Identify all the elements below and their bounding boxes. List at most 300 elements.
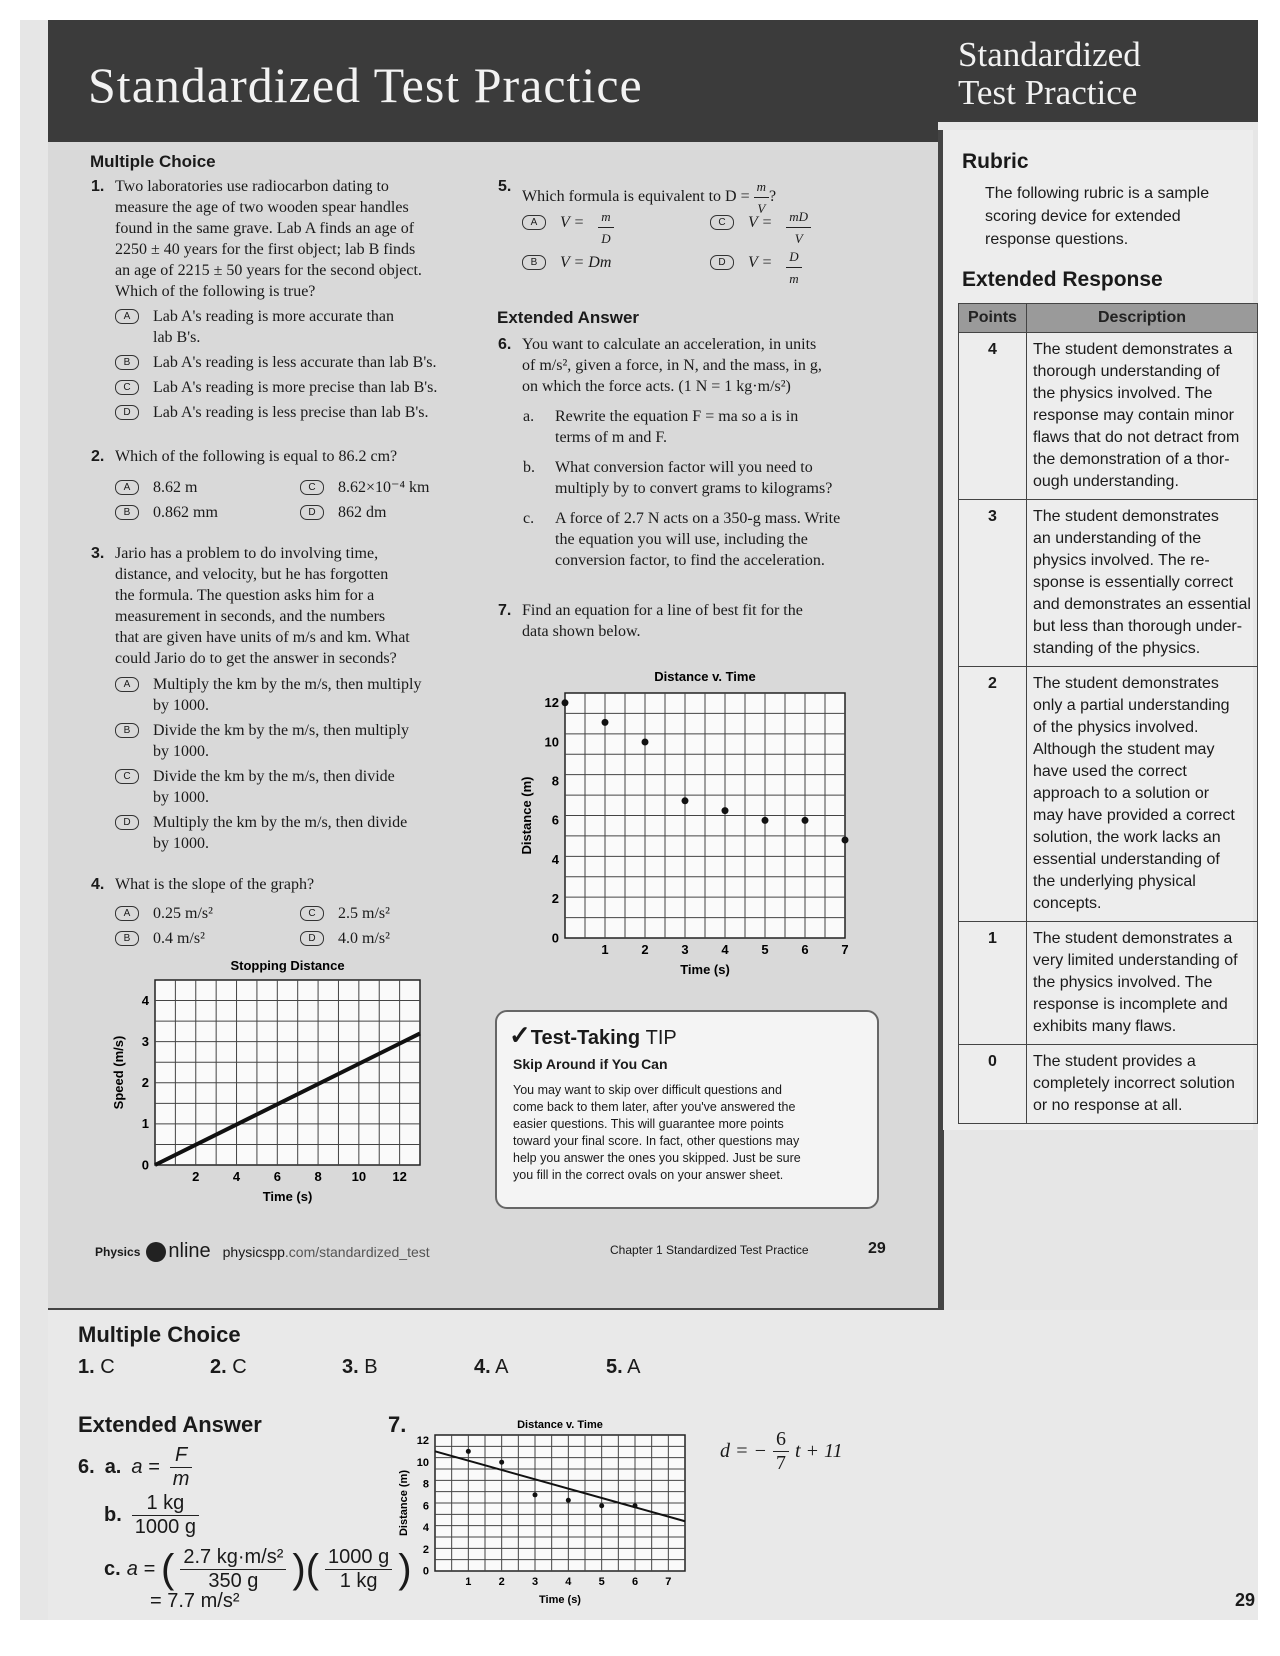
points-cell: 3 (959, 500, 1027, 667)
fraction-numerator: 2.7 kg·m/s² (180, 1546, 286, 1570)
option-text: Lab A's reading is less precise than lab B's. (153, 404, 429, 421)
fraction-denominator: m (789, 271, 799, 286)
option-text: V = (748, 214, 773, 231)
answer-bubble[interactable]: B (115, 355, 139, 370)
option-text: by 1000. (153, 697, 209, 714)
description-line: an understanding of the (1033, 530, 1202, 547)
question-text: could Jario do to get the answer in seconds? (115, 650, 397, 667)
answer-bubble[interactable]: D (710, 255, 734, 270)
question-number: 1. (91, 178, 105, 195)
description-line: The student demonstrates (1033, 508, 1219, 525)
answer-option[interactable] (300, 928, 390, 949)
y-tick-label: 12 (416, 1435, 429, 1448)
x-axis-label: Time (s) (680, 962, 730, 977)
rubric-intro-line: response questions. (985, 231, 1129, 248)
answer-option[interactable] (115, 812, 407, 854)
description-line: response is incomplete and (1033, 996, 1228, 1013)
y-tick-label: 2 (141, 1075, 149, 1091)
question-7 (498, 600, 902, 642)
part-text: terms of m and F. (555, 429, 668, 446)
answer-option[interactable] (115, 720, 409, 762)
question-text: Find an equation for a line of best fit for the (522, 602, 803, 619)
question-text: Which of the following is equal to 86.2 cm? (115, 448, 398, 465)
fraction-denominator: m (172, 1468, 190, 1490)
answer-6a (78, 1444, 192, 1491)
part-text: Rewrite the equation F = ma so a is in (555, 408, 799, 425)
description-line: standing of the physics. (1033, 640, 1201, 657)
description-line: Although the student may (1033, 741, 1215, 758)
data-point (566, 1498, 571, 1503)
answer-option[interactable] (300, 903, 390, 924)
y-tick-label: 8 (551, 773, 559, 789)
description-line: only a partial understanding (1033, 697, 1230, 714)
question-text: Which of the following is true? (115, 283, 316, 300)
answer-value: C (232, 1356, 247, 1378)
answer-bubble[interactable]: C (300, 906, 324, 921)
question-4 (91, 874, 485, 895)
data-point (722, 807, 729, 814)
description-line: ough understanding. (1033, 473, 1179, 490)
y-tick-label: 6 (551, 812, 559, 828)
question-text: What is the slope of the graph? (115, 876, 315, 893)
x-tick-label: 5 (598, 1576, 605, 1588)
answer-bubble[interactable]: B (115, 505, 139, 520)
answer-bubble[interactable]: A (115, 677, 139, 692)
tip-line: help you answer the ones you skipped. Just be sure (513, 1151, 801, 1165)
checkmark-icon: ✓ (509, 1020, 531, 1050)
chart-title: Stopping Distance (230, 958, 345, 973)
side-title-line: Standardized (958, 35, 1141, 74)
answer-number: 4. (474, 1356, 491, 1378)
question-text: on which the force acts. (1 N = 1 kg·m/s²) (522, 378, 791, 395)
fraction-numerator: 1000 g (325, 1546, 392, 1570)
option-text: 862 dm (338, 504, 387, 521)
answer-bubble[interactable]: C (300, 480, 324, 495)
description-line: approach to a solution or (1033, 785, 1210, 802)
description-line: thorough understanding of (1033, 363, 1220, 380)
x-tick-label: 4 (232, 1169, 241, 1184)
answer-bubble[interactable]: B (115, 723, 139, 738)
answer-option[interactable] (115, 377, 437, 398)
x-tick-label: 2 (498, 1576, 505, 1588)
answer-value: B (364, 1356, 378, 1378)
table-row (959, 922, 1258, 1045)
y-tick-label: 6 (422, 1500, 429, 1513)
side-title-line: Test Practice (958, 73, 1138, 112)
y-tick-label: 2 (551, 891, 559, 907)
stopping-distance-chart (110, 955, 440, 1215)
question-2 (91, 446, 485, 467)
y-axis-label: Speed (m/s) (111, 1035, 126, 1110)
answer-bubble[interactable]: B (522, 255, 546, 270)
option-text: lab B's. (153, 329, 201, 346)
y-tick-label: 3 (141, 1034, 149, 1049)
column-header-points: Points (959, 304, 1027, 333)
answer-item (474, 1356, 508, 1379)
description-line: solution, the work lacks an (1033, 829, 1221, 846)
tip-subtitle: Skip Around if You Can (513, 1056, 668, 1072)
x-tick-label: 6 (801, 942, 809, 957)
fraction-denominator: 350 g (208, 1570, 259, 1592)
answer-ea-heading: Extended Answer (78, 1412, 262, 1437)
tip-line: you fill in the correct ovals on your answer sheet. (513, 1168, 784, 1182)
y-tick-label: 8 (422, 1478, 429, 1491)
tip-title-main: Test-Taking (530, 1027, 641, 1049)
question-6b (523, 457, 895, 499)
description-line: exhibits many flaws. (1033, 1018, 1177, 1035)
fraction-denominator: 7 (776, 1452, 786, 1474)
question-text: the formula. The question asks him for a (115, 587, 375, 604)
x-tick-label: 4 (721, 942, 729, 957)
question-1 (91, 176, 485, 302)
page-number: 29 (868, 1240, 886, 1257)
rubric-intro-line: The following rubric is a sample (985, 185, 1210, 202)
question-text: 2250 ± 40 years for the first object; lab B finds (115, 241, 416, 258)
answer-option[interactable] (115, 306, 394, 348)
option-text: V = (560, 214, 585, 231)
description-cell (1027, 1045, 1258, 1124)
answer-distance-time-chart (395, 1412, 705, 1607)
description-line: the demonstration of a thor- (1033, 451, 1230, 468)
tip-line: toward your final score. In fact, other questions may (513, 1134, 800, 1148)
option-text: Divide the km by the m/s, then multiply (153, 722, 409, 739)
description-line: of the physics involved. (1033, 719, 1199, 736)
question-6a (523, 406, 895, 448)
answer-option[interactable] (115, 928, 205, 949)
part-letter: a. (523, 408, 535, 425)
description-line: The student demonstrates (1033, 675, 1219, 692)
answer-option[interactable] (710, 209, 811, 249)
description-cell (1027, 922, 1258, 1045)
description-cell (1027, 333, 1258, 500)
option-text: 0.25 m/s² (153, 905, 213, 922)
table-row (959, 333, 1258, 500)
option-text: Lab A's reading is more accurate than (153, 308, 395, 325)
url-part: physicspp (222, 1243, 285, 1260)
y-tick-label: 0 (422, 1565, 429, 1578)
answer-value: A (627, 1356, 641, 1378)
x-tick-label: 10 (351, 1169, 367, 1184)
fraction-numerator: D (786, 246, 801, 268)
answer-bubble[interactable]: C (115, 769, 139, 784)
description-line: essential understanding of (1033, 851, 1220, 868)
question-text: Which formula is equivalent to D = (522, 188, 750, 206)
answer-item (606, 1356, 640, 1379)
equation-lhs: d = − (720, 1440, 767, 1462)
option-text: 4.0 m/s² (338, 930, 390, 947)
x-axis-label: Time (s) (539, 1594, 581, 1606)
answer-option[interactable] (115, 766, 395, 808)
answer-item (78, 1356, 115, 1379)
points-cell: 0 (959, 1045, 1027, 1124)
answer-option[interactable] (115, 674, 421, 716)
x-tick-label: 1 (465, 1576, 472, 1588)
points-cell: 4 (959, 333, 1027, 500)
logo-text: nline (168, 1240, 211, 1262)
answer-option[interactable] (300, 502, 386, 523)
y-tick-label: 1 (141, 1116, 149, 1132)
option-text: Multiply the km by the m/s, then multiply (153, 676, 422, 693)
answer-bubble[interactable]: C (710, 215, 734, 230)
table-row (959, 500, 1258, 667)
answer-6c (104, 1546, 412, 1593)
fraction-denominator: V (757, 201, 766, 216)
distance-time-chart (515, 660, 875, 995)
x-tick-label: 6 (631, 1576, 639, 1588)
answer-option[interactable] (522, 209, 614, 249)
fraction-numerator: m (598, 206, 613, 228)
table-row (959, 1045, 1258, 1124)
question-number: 5. (498, 178, 512, 195)
answer-number: 3. (342, 1356, 359, 1378)
close-paren: ) (398, 1547, 412, 1591)
answer-number: 6. (78, 1456, 95, 1478)
answer-number: 7. (388, 1412, 407, 1437)
option-text: Multiply the km by the m/s, then divide (153, 814, 408, 831)
part-letter: a. (104, 1456, 122, 1478)
rubric-intro (985, 182, 1209, 251)
data-point (599, 1503, 604, 1508)
chart-title: Distance v. Time (654, 669, 756, 684)
side-title (958, 36, 1198, 112)
option-text: 2.5 m/s² (338, 905, 390, 922)
description-line: very limited understanding of (1033, 952, 1238, 969)
answer-bubble[interactable]: A (115, 906, 139, 921)
x-tick-label: 6 (273, 1169, 281, 1184)
fraction-denominator: V (794, 231, 803, 246)
data-point (682, 797, 689, 804)
tip-title-tip: TIP (645, 1027, 677, 1049)
rubric-heading: Rubric (962, 150, 1029, 173)
x-tick-label: 4 (565, 1576, 572, 1588)
chart-title: Distance v. Time (517, 1419, 603, 1431)
fraction-numerator: m (754, 176, 769, 198)
x-tick-label: 7 (841, 942, 849, 957)
x-tick-label: 8 (314, 1169, 322, 1184)
x-tick-label: 2 (641, 942, 649, 957)
answer-number: 5. (606, 1356, 623, 1378)
answer-bubble[interactable]: A (522, 215, 546, 230)
data-point (842, 837, 849, 844)
question-text: that are given have units of m/s and km. What (115, 629, 410, 646)
fraction-denominator: 1 kg (339, 1570, 378, 1592)
part-letter: b. (523, 459, 535, 476)
question-text: of m/s², given a force, in N, and the mass, in g, (522, 357, 822, 374)
option-text: by 1000. (153, 789, 209, 806)
answer-option[interactable] (115, 402, 428, 423)
globe-icon (146, 1242, 166, 1262)
plot-area (155, 980, 420, 1165)
page-title: Standardized Test Practice (88, 57, 643, 113)
tip-body (513, 1082, 801, 1184)
part-letter: b. (104, 1504, 122, 1526)
y-tick-label: 10 (544, 734, 559, 750)
answer-option[interactable] (115, 352, 436, 373)
question-text: found in the same grave. Lab A finds an age of (115, 220, 415, 237)
answer-bubble[interactable]: B (115, 931, 139, 946)
footer-logo (95, 1240, 430, 1263)
answer-option[interactable] (115, 477, 197, 498)
answer-bubble[interactable]: C (115, 380, 139, 395)
y-tick-label: 4 (422, 1522, 429, 1535)
close-paren: )( (292, 1547, 320, 1591)
question-text: Jario has a problem to do involving time, (115, 545, 379, 562)
extended-response-heading: Extended Response (962, 268, 1163, 291)
footer-url[interactable] (223, 1244, 430, 1260)
question-number: 4. (91, 876, 105, 893)
tip-line: easier questions. This will guarantee more points (513, 1117, 784, 1131)
description-line: response may contain minor (1033, 407, 1234, 424)
description-line: concepts. (1033, 895, 1102, 912)
question-6c (523, 508, 900, 571)
option-text: by 1000. (153, 835, 209, 852)
option-text: 8.62×10⁻⁴ km (338, 479, 430, 496)
chapter-label: Chapter 1 Standardized Test Practice (610, 1243, 809, 1257)
equation-rhs: t + 11 (795, 1440, 843, 1462)
y-tick-label: 12 (544, 695, 559, 711)
question-text: distance, and velocity, but he has forgotten (115, 566, 389, 583)
y-tick-label: 2 (422, 1543, 429, 1556)
option-text: 8.62 m (153, 479, 198, 496)
part-text: What conversion factor will you need to (555, 459, 813, 476)
part-text: A force of 2.7 N acts on a 350-g mass. Write (555, 510, 841, 527)
question-number: 2. (91, 448, 105, 465)
answer-option[interactable] (710, 249, 802, 289)
y-tick-label: 4 (551, 851, 559, 867)
description-line: completely incorrect solution (1033, 1075, 1235, 1092)
question-text: You want to calculate an acceleration, in units (522, 336, 817, 353)
answer-option[interactable] (522, 252, 611, 273)
y-tick-label: 4 (141, 992, 149, 1008)
description-line: The student provides a (1033, 1053, 1196, 1070)
equation-lhs: a = (131, 1456, 160, 1478)
answer-option[interactable] (300, 477, 430, 498)
answer-value: A (495, 1356, 509, 1378)
logo-text: Physics (95, 1244, 141, 1259)
y-axis-label: Distance (m) (519, 776, 534, 855)
data-point (562, 699, 569, 706)
description-line: the underlying physical (1033, 873, 1196, 890)
x-tick-label: 3 (531, 1576, 539, 1588)
column-header-description: Description (1027, 304, 1258, 333)
answer-bubble[interactable]: D (115, 815, 139, 830)
points-cell: 2 (959, 667, 1027, 922)
tip-line: come back to them later, after you've answered the (513, 1100, 796, 1114)
fraction-numerator: mD (786, 206, 811, 228)
answer-option[interactable] (115, 903, 213, 924)
data-point (499, 1460, 504, 1465)
y-axis-label: Distance (m) (398, 1469, 410, 1537)
description-line: have used the correct (1033, 763, 1187, 780)
rubric-intro-line: scoring device for extended (985, 208, 1181, 225)
answer-bubble[interactable]: A (115, 480, 139, 495)
multiple-choice-heading: Multiple Choice (90, 152, 216, 171)
part-text: multiply by to convert grams to kilograms? (555, 480, 833, 497)
description-line: sponse is essentially correct (1033, 574, 1234, 591)
fraction-denominator: D (601, 231, 611, 246)
description-cell (1027, 500, 1258, 667)
question-3 (91, 543, 485, 669)
answer-bubble[interactable]: D (300, 931, 324, 946)
fraction-denominator: 1000 g (134, 1516, 196, 1538)
question-text: measurement in seconds, and the numbers (115, 608, 386, 625)
option-text: V = Dm (560, 254, 612, 271)
y-tick-label: 0 (141, 1157, 149, 1173)
description-line: flaws that do not detract from (1033, 429, 1240, 446)
answer-bubble[interactable]: A (115, 309, 139, 324)
question-6 (498, 334, 902, 397)
answer-number: 1. (78, 1356, 95, 1378)
fraction-numerator: 1 kg (132, 1492, 199, 1516)
answer-value: C (100, 1356, 115, 1378)
tip-line: You may want to skip over difficult questions and (513, 1083, 782, 1097)
rubric-table (958, 303, 1258, 1124)
option-text: 0.4 m/s² (153, 930, 205, 947)
option-text: Lab A's reading is more precise than lab B's. (153, 379, 438, 396)
description-line: but less than thorough under- (1033, 618, 1243, 635)
page-number: 29 (1235, 1590, 1256, 1610)
equation-lhs: a = (126, 1558, 156, 1580)
question-text: Two laboratories use radiocarbon dating to (115, 178, 389, 195)
data-point (642, 739, 649, 746)
question-number: 6. (498, 336, 512, 353)
x-tick-label: 1 (601, 942, 609, 957)
question-text: an age of 2215 ± 50 years for the second object. (115, 262, 422, 279)
tip-title (509, 1020, 677, 1051)
option-text: V = (748, 254, 773, 271)
answer-mc-heading: Multiple Choice (78, 1322, 241, 1347)
y-tick-label: 0 (551, 930, 559, 946)
description-line: and demonstrates an essential (1033, 596, 1251, 613)
part-text: conversion factor, to find the acceleration. (555, 552, 825, 569)
y-tick-label: 10 (416, 1456, 429, 1469)
part-letter: c. (104, 1558, 121, 1580)
x-tick-label: 2 (192, 1169, 200, 1184)
x-tick-label: 3 (681, 942, 689, 957)
x-tick-label: 12 (392, 1169, 407, 1184)
fraction-numerator: F (170, 1444, 193, 1468)
question-number: 7. (498, 602, 512, 619)
extended-answer-heading: Extended Answer (497, 308, 640, 327)
answer-number: 2. (210, 1356, 227, 1378)
data-point (762, 817, 769, 824)
option-text: 0.862 mm (153, 504, 218, 521)
answer-item (342, 1356, 378, 1379)
table-row (959, 667, 1258, 922)
description-line: the physics involved. The (1033, 385, 1213, 402)
answer-bubble[interactable]: D (115, 405, 139, 420)
description-line: The student demonstrates a (1033, 341, 1233, 358)
test-taking-tip-box (495, 1010, 879, 1209)
answer-6b (104, 1492, 199, 1539)
data-point (466, 1449, 471, 1454)
url-part: .com/standardized_test (284, 1243, 430, 1260)
description-line: or no response at all. (1033, 1097, 1183, 1114)
description-line: The student demonstrates a (1033, 930, 1233, 947)
fraction-numerator: 6 (773, 1428, 789, 1452)
description-cell (1027, 667, 1258, 922)
x-axis-label: Time (s) (262, 1189, 313, 1204)
data-point (533, 1492, 538, 1497)
option-text: Lab A's reading is less accurate than lab B's. (153, 354, 437, 371)
answer-6c-result: = 7.7 m/s² (150, 1590, 240, 1612)
points-cell: 1 (959, 922, 1027, 1045)
answer-option[interactable] (115, 502, 218, 523)
x-tick-label: 7 (665, 1576, 672, 1588)
answer-bubble[interactable]: D (300, 505, 324, 520)
question-text: measure the age of two wooden spear handles (115, 199, 409, 216)
option-text: by 1000. (153, 743, 209, 760)
